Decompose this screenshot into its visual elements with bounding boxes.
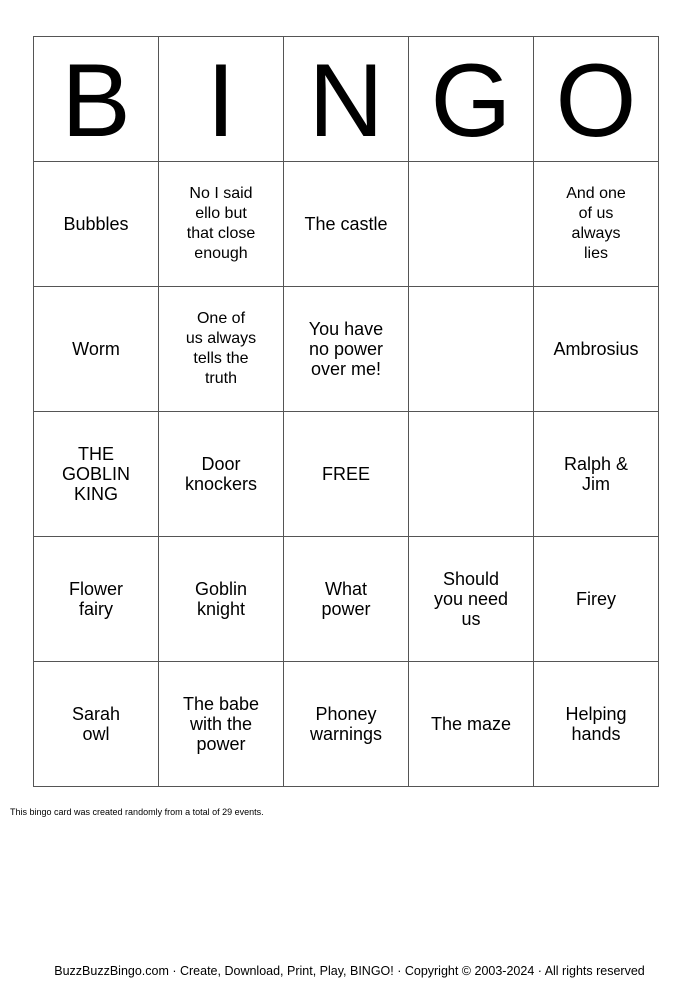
bingo-cell: The babe with the power <box>159 662 284 787</box>
bingo-cell: Worm <box>34 287 159 412</box>
bingo-cell: Firey <box>534 537 659 662</box>
free-cell: FREE <box>284 412 409 537</box>
header-letter-b: B <box>34 37 159 162</box>
page-footer: BuzzBuzzBingo.com · Create, Download, Print, Play, BINGO! · Copyright © 2003-2024 · All rights reserved <box>54 964 645 978</box>
bingo-cell: Should you need us <box>409 537 534 662</box>
bingo-cell: THE GOBLIN KING <box>34 412 159 537</box>
bingo-cell: You have no power over me! <box>284 287 409 412</box>
bingo-card <box>33 36 659 787</box>
bingo-cell: Ambrosius <box>534 287 659 412</box>
bingo-cell <box>409 162 534 287</box>
bingo-cell: Helping hands <box>534 662 659 787</box>
bingo-cell: Goblin knight <box>159 537 284 662</box>
bingo-cell: No I said ello but that close enough <box>159 162 284 287</box>
bingo-cell: One of us always tells the truth <box>159 287 284 412</box>
bingo-cell: And one of us always lies <box>534 162 659 287</box>
bingo-cell: Ralph & Jim <box>534 412 659 537</box>
bingo-cell <box>409 287 534 412</box>
header-letter-o: O <box>534 37 659 162</box>
bingo-row-4 <box>34 537 659 662</box>
card-note: This bingo card was created randomly from a total of 29 events. <box>10 807 264 817</box>
bingo-cell: The maze <box>409 662 534 787</box>
header-letter-g: G <box>409 37 534 162</box>
bingo-cell: Door knockers <box>159 412 284 537</box>
bingo-cell: Sarah owl <box>34 662 159 787</box>
bingo-cell <box>409 412 534 537</box>
bingo-cell: Bubbles <box>34 162 159 287</box>
bingo-cell: What power <box>284 537 409 662</box>
bingo-row-3 <box>34 412 659 537</box>
bingo-cell: Phoney warnings <box>284 662 409 787</box>
bingo-row-1 <box>34 162 659 287</box>
header-row <box>34 37 659 162</box>
header-letter-n: N <box>284 37 409 162</box>
bingo-row-2 <box>34 287 659 412</box>
bingo-cell: The castle <box>284 162 409 287</box>
bingo-row-5 <box>34 662 659 787</box>
header-letter-i: I <box>159 37 284 162</box>
bingo-cell: Flower fairy <box>34 537 159 662</box>
